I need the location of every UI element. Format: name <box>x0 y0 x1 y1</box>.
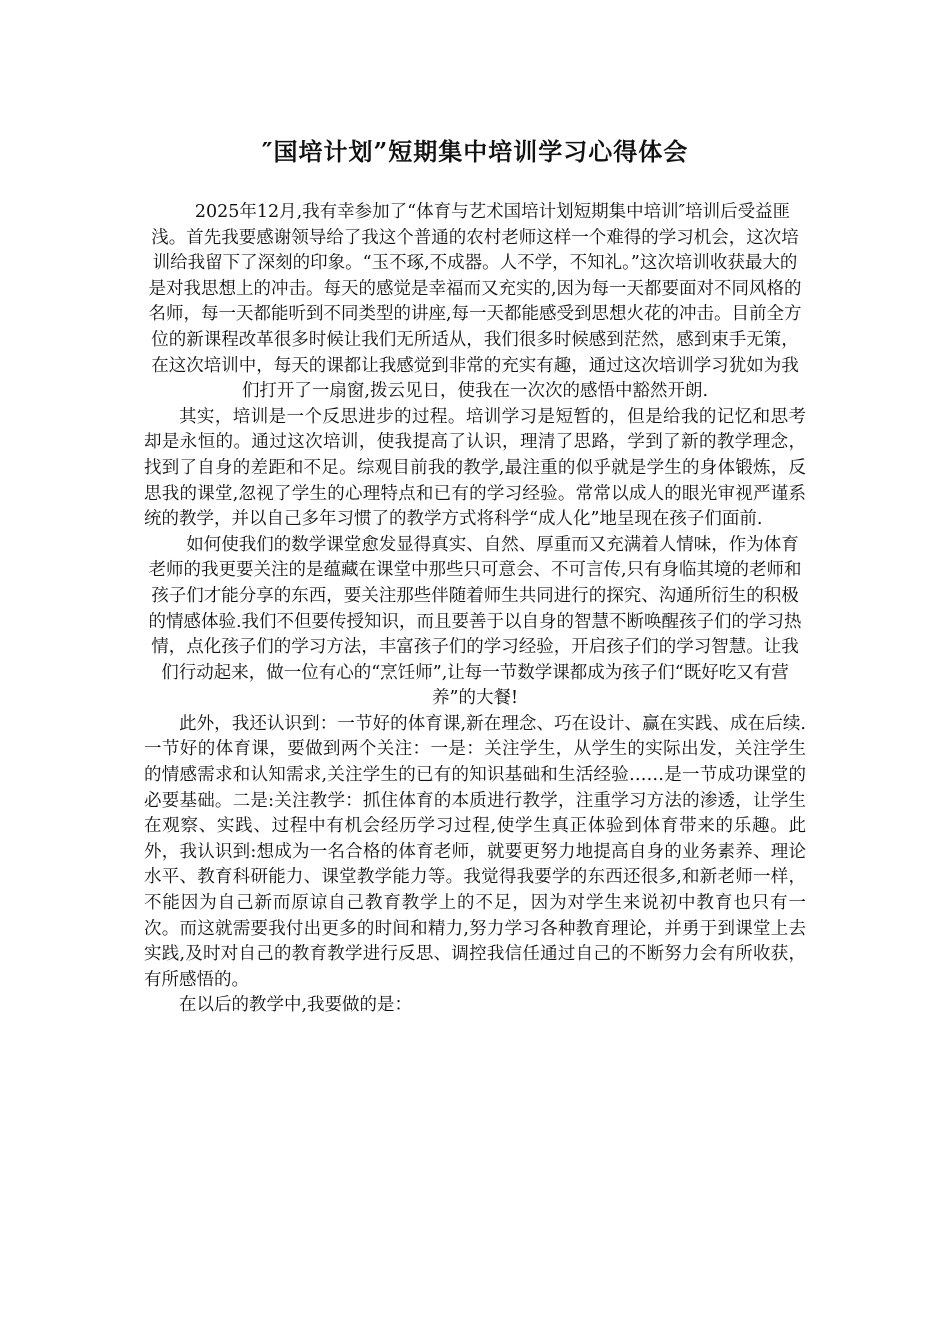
paragraph-3: 如何使我们的数学课堂愈发显得真实、自然、厚重而又充满着人情味，作为体育老师的我更要关注的是蕴藏在课堂中那些只可意会、不可言传,只有身临其境的老师和孩子们才能分享的东西，要关注那些伴随着师生共同进行的探究、沟通所衍生的积极的情感体验.我们不但要传授知识，而且要善于以自身的智慧不断唤醒孩子们的学习热情，点化孩子们的学习方法，丰富孩子们的学习经验，开启孩子们的学习智慧。让我们行动起来，做一位有心的“烹饪师”,让每一节数学课都成为孩子们“既好吃又有营养”的大餐! <box>148 534 802 709</box>
paragraph-2: 其实，培训是一个反思进步的过程。培训学习是短暂的，但是给我的记忆和思考却是永恒的。通过这次培训，使我提高了认识，理清了思路，学到了新的教学理念，找到了自身的差距和不足。综观目前我的教学,最注重的似乎就是学生的身体锻炼，反思我的课堂,忽视了学生的心理特点和已有的学习经验。常常以成人的眼光审视严谨系统的教学，并以自己多年习惯了的教学方式将科学“成人化”地呈现在孩子们面前. <box>144 406 806 530</box>
document-body <box>144 200 806 1019</box>
paragraph-1: 2025年12月,我有幸参加了“体育与艺术国培计划短期集中培训″培训后受益匪浅。首先我要感谢领导给了我这个普通的农村老师这样一个难得的学习机会，这次培训给我留下了深刻的印象。“玉不琢,不成器。人不学，不知礼。”这次培训收获最大的是对我思想上的冲击。每天的感觉是幸福而又充实的,因为每一天都要面对不同风格的名师，每一天都能听到不同类型的讲座,每一天都能感受到思想火花的冲击。目前全方位的新课程改革很多时候让我们无所适从，我们很多时候感到茫然，感到束手无策，在这次培训中，每天的课都让我感觉到非常的充实有趣，通过这次培训学习犹如为我们打开了一扇窗,拨云见日，使我在一次次的感悟中豁然开朗. <box>148 202 802 402</box>
document-title: ″国培计划”短期集中培训学习心得体会 <box>261 137 689 166</box>
paragraph-4: 此外，我还认识到：一节好的体育课,新在理念、巧在设计、赢在实践、成在后续.一节好的体育课，要做到两个关注：一是：关注学生，从学生的实际出发，关注学生的情感需求和认知需求,关注学生的已有的知识基础和生活经验……是一节成功课堂的必要基础。二是:关注教学：抓住体育的本质进行教学，注重学习方法的渗透，让学生在观察、实践、过程中有机会经历学习过程,使学生真正体验到体育带来的乐趣。此外，我认识到:想成为一名合格的体育老师，就要更努力地提高自身的业务素养、理论水平、教育科研能力、课堂教学能力等。我觉得我要学的东西还很多,和新老师一样，不能因为自己新而原谅自己教育教学上的不足，因为对学生来说初中教育也只有一次。而这就需要我付出更多的时间和精力,努力学习各种教育理论，并勇于到课堂上去实践,及时对自己的教育教学进行反思、调控我信任通过自己的不断努力会有所收获，有所感悟的。 <box>144 713 806 990</box>
paragraph-5: 在以后的教学中,我要做的是： <box>179 995 413 1016</box>
